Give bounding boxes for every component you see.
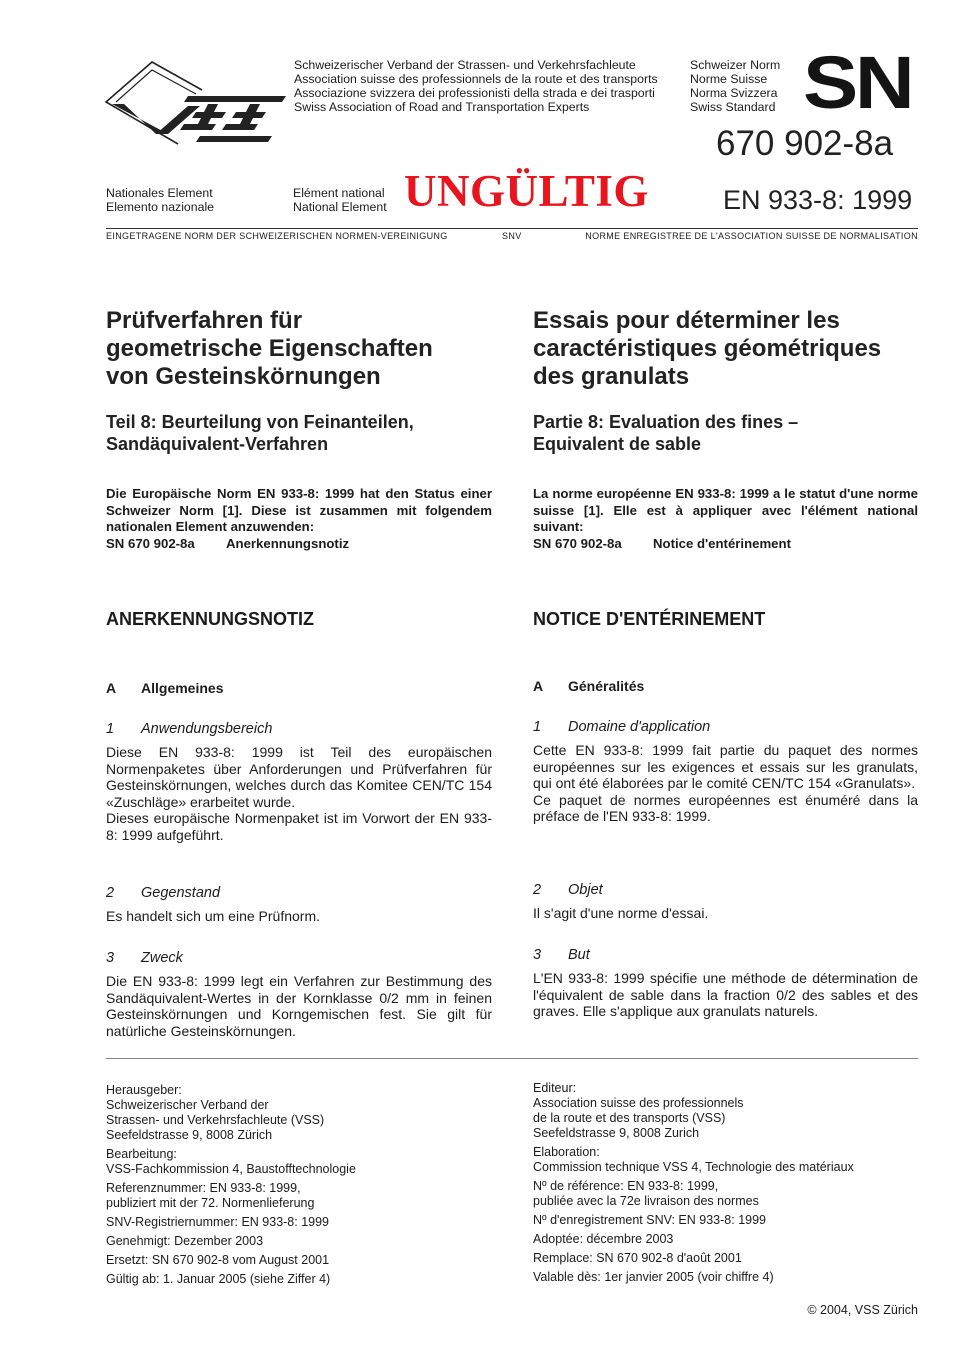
publisher-fr: Editeur: Association suisse des professionnels de la route et des transports (VSS) Seefeldstrasse 9, 8008 Zurich xyxy=(533,1081,744,1140)
sn-logo: SN xyxy=(803,41,912,124)
publisher-info-de xyxy=(106,1083,492,1291)
item-2-heading-fr: 2 Objet xyxy=(533,882,603,898)
association-name-it: Associazione svizzera dei professionisti della strada e dei trasporti xyxy=(294,86,655,100)
intro-de: Die Europäische Norm EN 933-8: 1999 hat den Status einer Schweizer Norm [1]. Diese ist zusammen mit folgendem nationalen Element anzuwenden: SN 670 902-8a Anerkennungsnotiz xyxy=(106,486,492,551)
publisher-info-fr xyxy=(533,1081,918,1289)
heading-a-fr: A Généralités xyxy=(533,678,645,694)
item-2-heading-de: 2 Gegenstand xyxy=(106,885,221,901)
intro-ref-label-fr: Notice d'entérinement xyxy=(653,535,791,551)
replaces-de: Ersetzt: SN 670 902-8 vom August 2001 xyxy=(106,1253,330,1267)
section-title-fr: NOTICE D'ENTÉRINEMENT xyxy=(533,609,766,629)
approved-de: Genehmigt: Dezember 2003 xyxy=(106,1234,264,1248)
item-1-text-de: Diese EN 933-8: 1999 ist Teil des europäischen Normenpaketes über Anforderungen und Prüfverfahren für Gesteinskörnungen, welches durch das Komitee CEN/TC 154 «Zuschläge» erarbeitet wurde. Dieses europäische Normenpaket ist im Vorwort der EN 933-8: 1999 aufgeführt. xyxy=(106,744,492,843)
item-2-text-de: Es handelt sich um eine Prüfnorm. xyxy=(106,908,320,924)
national-element-de: Nationales Element Elemento nazionale xyxy=(106,186,215,214)
document-number: 670 902-8a xyxy=(716,124,894,163)
intro-fr: La norme européenne EN 933-8: 1999 a le statut d'une norme suisse [1]. Elle est à appliquer avec l'élément national suivant: SN 670 902-8a Notice d'entérinement xyxy=(533,486,918,551)
standard-name-de: Schweizer Norm xyxy=(690,58,781,72)
valid-from-de: Gültig ab: 1. Januar 2005 (siehe Ziffer 4) xyxy=(106,1272,331,1286)
subtitle-fr: Partie 8: Evaluation des fines – Equivalent de sable xyxy=(533,412,799,454)
standard-name-it: Norma Svizzera xyxy=(690,86,778,100)
item-3-text-de: Die EN 933-8: 1999 legt ein Verfahren zur Bestimmung des Sandäquivalent-Wertes in der Kornklasse 0/2 mm in feinen Gesteinskörnungen und Korngemischen fest. Sie gilt für natürliche Gesteinskörnungen. xyxy=(106,973,492,1039)
intro-ref-code-fr: SN 670 902-8a xyxy=(533,535,622,551)
valid-from-fr: Valable dès: 1er janvier 2005 (voir chiffre 4) xyxy=(533,1270,774,1284)
en-reference: EN 933-8: 1999 xyxy=(723,185,913,215)
item-3-heading-de: 3 Zweck xyxy=(106,950,183,966)
standard-names xyxy=(690,58,780,114)
title-fr: Essais pour déterminer les caractéristiques géométriques des granulats xyxy=(533,307,882,390)
header-divider xyxy=(106,228,918,229)
publisher-de: Herausgeber: Schweizerischer Verband der Strassen- und Verkehrsfachleute (VSS) Seefeldstrasse 9, 8008 Zürich xyxy=(106,1083,325,1142)
item-1-heading-fr: 1 Domaine d'application xyxy=(533,719,711,735)
subtitle-de: Teil 8: Beurteilung von Feinanteilen, Sandäquivalent-Verfahren xyxy=(106,412,414,454)
replaces-fr: Remplace: SN 670 902-8 d'août 2001 xyxy=(533,1251,742,1265)
item-3-heading-fr: 3 But xyxy=(533,947,590,963)
registration-snv: SNV xyxy=(502,231,522,241)
registration-fr: NORME ENREGISTREE DE L'ASSOCIATION SUISSE DE NORMALISATION xyxy=(585,231,918,241)
intro-ref-code-de: SN 670 902-8a xyxy=(106,535,195,551)
vss-logo xyxy=(104,60,286,150)
association-name-fr: Association suisse des professionnels de la route et des transports xyxy=(294,72,658,86)
item-1-text-fr: Cette EN 933-8: 1999 fait partie du paquet des normes européennes sur les exigences et essais sur les granulats, qui ont été élaborées par le comité CEN/TC 154 «Granulats». Ce paquet de normes européennes est énuméré dans la préface de l'EN 933-8: 1999. xyxy=(533,742,918,825)
association-name-en: Swiss Association of Road and Transportation Experts xyxy=(294,100,590,114)
reference-number-de: Referenznummer: EN 933-8: 1999, publiziert mit der 72. Normenlieferung xyxy=(106,1181,315,1210)
item-2-text-fr: Il s'agit d'une norme d'essai. xyxy=(533,905,709,921)
registration-number-fr: Nº d'enregistrement SNV: EN 933-8: 1999 xyxy=(533,1213,766,1227)
invalid-stamp: UNGÜLTIG xyxy=(404,166,649,216)
association-name-de: Schweizerischer Verband der Strassen- und Verkehrsfachleute xyxy=(294,58,636,72)
copyright: © 2004, VSS Zürich xyxy=(807,1303,918,1317)
section-title-de: ANERKENNUNGSNOTIZ xyxy=(106,609,315,629)
editing-fr: Elaboration: Commission technique VSS 4, Technologie des matériaux xyxy=(533,1145,854,1174)
item-1-heading-de: 1 Anwendungsbereich xyxy=(106,721,273,737)
association-names xyxy=(294,58,658,114)
intro-ref-label-de: Anerkennungsnotiz xyxy=(226,535,350,551)
standard-name-fr: Norme Suisse xyxy=(690,72,768,86)
registration-de: EINGETRAGENE NORM DER SCHWEIZERISCHEN NORMEN-VEREINIGUNG xyxy=(106,231,448,241)
national-element-fr: Elément national National Element xyxy=(293,186,387,214)
item-3-text-fr: L'EN 933-8: 1999 spécifie une méthode de détermination de l'équivalent de sable dans la fraction 0/2 des sables et des graves. Elle s'applique aux granulats naturels. xyxy=(533,970,918,1020)
editing-de: Bearbeitung: VSS-Fachkommission 4, Baustofftechnologie xyxy=(106,1147,356,1176)
registration-number-de: SNV-Registriernummer: EN 933-8: 1999 xyxy=(106,1215,330,1229)
approved-fr: Adoptée: décembre 2003 xyxy=(533,1232,674,1246)
heading-a-de: A Allgemeines xyxy=(106,680,224,696)
footer-divider xyxy=(106,1058,918,1059)
reference-number-fr: Nº de référence: EN 933-8: 1999, publiée avec la 72e livraison des normes xyxy=(533,1179,759,1208)
standard-name-en: Swiss Standard xyxy=(690,100,776,114)
title-de: Prüfverfahren für geometrische Eigenschaften von Gesteinskörnungen xyxy=(106,307,433,390)
